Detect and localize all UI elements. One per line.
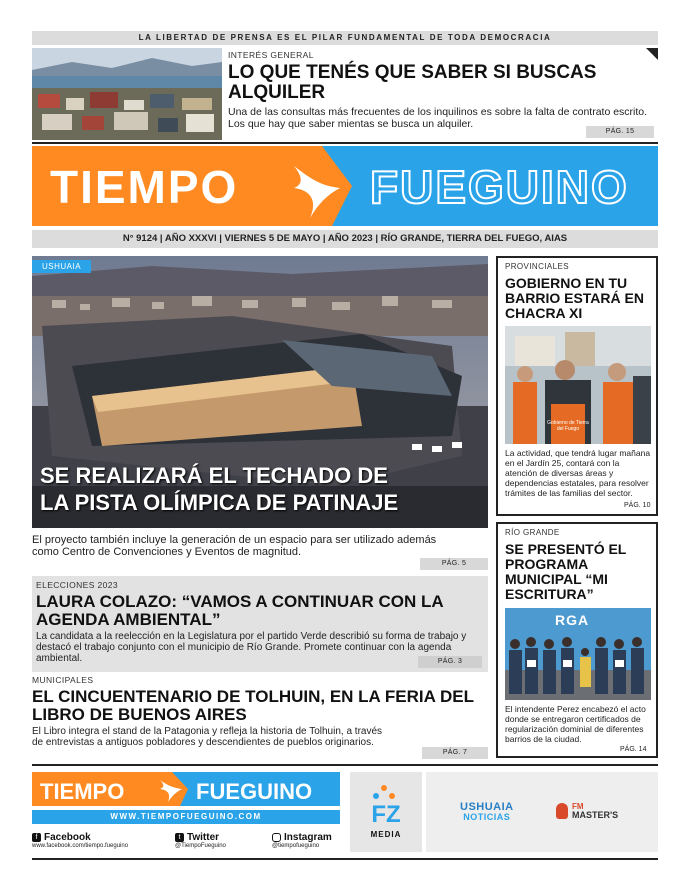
side1-body: La actividad, que tendrá lugar mañana en el Jardín 25, contará con la atención de diversas áreas y dependencias estatales, para resolver trámites de las familias del sector. xyxy=(505,448,651,498)
side1-headline[interactable]: GOBIERNO EN TU BARRIO ESTARÁ EN CHACRA XI xyxy=(505,275,644,321)
main-story-page-ref[interactable]: PÁG. 5 xyxy=(420,558,488,570)
story-colazo[interactable] xyxy=(32,576,488,672)
footer-rule-bottom xyxy=(32,858,658,860)
side1-kicker: PROVINCIALES xyxy=(505,262,569,271)
story2-kicker: ELECCIONES 2023 xyxy=(36,580,119,590)
facebook-link[interactable] xyxy=(32,832,172,849)
footer-logo-left: TIEMPO xyxy=(40,779,125,804)
teaser-kicker: INTERÉS GENERAL xyxy=(228,50,314,60)
footer-logo-right: FUEGUINO xyxy=(196,779,313,804)
twitter-link[interactable] xyxy=(175,832,265,849)
footer-logo-art xyxy=(32,772,340,806)
side2-banner-text: RGA xyxy=(555,612,590,628)
twitter-icon: t xyxy=(175,833,184,842)
teaser-photo xyxy=(32,48,222,140)
footer-logo[interactable] xyxy=(32,772,340,806)
masthead-logo xyxy=(32,146,658,226)
teaser-headline[interactable]: LO QUE TENÉS QUE SABER SI BUSCAS ALQUILER xyxy=(228,62,597,103)
fm-line1: FM xyxy=(572,802,584,811)
instagram-link[interactable] xyxy=(272,832,352,849)
city-photo-illustration xyxy=(32,48,222,140)
story2-page-ref[interactable]: PÁG. 3 xyxy=(418,656,482,668)
side2-photo xyxy=(505,608,651,700)
side-story-chacra[interactable] xyxy=(496,256,658,516)
facebook-icon: f xyxy=(32,833,41,842)
teaser-page-ref[interactable]: PÁG. 15 xyxy=(586,126,654,138)
story3-body: El Libro integra el stand de la Patagonia y refleja la historia de Tolhuin, a través de entrevistas a antiguos pobladores y descendientes de pueblos originarios. xyxy=(32,726,383,748)
teaser-section[interactable] xyxy=(32,48,658,144)
side-story-escritura[interactable] xyxy=(496,522,658,758)
story-tolhuin[interactable] xyxy=(32,675,488,763)
side2-page-ref[interactable]: PÁG. 14 xyxy=(620,746,647,753)
twitter-handle: @TiempoFueguino xyxy=(175,843,226,849)
teaser-body: Una de las consultas más frecuentes de los inquilinos es sobre la falta de contrato escrito. Los que hay que saber mientas se busca un alquiler. xyxy=(228,106,648,130)
instagram-handle: @tiempofueguino xyxy=(272,843,320,849)
ushuaia-noticias-logo[interactable] xyxy=(460,802,514,822)
main-story-photo[interactable] xyxy=(32,256,488,528)
fz-sub: MEDIA xyxy=(370,830,402,839)
side2-kicker: RÍO GRANDE xyxy=(505,528,560,537)
side2-headline[interactable]: SE PRESENTÓ EL PROGRAMA MUNICIPAL “MI ESCRITURA” xyxy=(505,541,627,602)
footer-rule-top xyxy=(32,764,658,766)
masthead-right-word: FUEGUINO xyxy=(370,161,629,213)
fm-line2: MASTER'S xyxy=(572,810,619,820)
fz-letters: FZ xyxy=(371,801,401,828)
footer-website[interactable]: WWW.TIEMPOFUEGUINO.COM xyxy=(32,810,340,824)
masthead[interactable] xyxy=(32,146,658,226)
side2-body: El intendente Perez encabezó el acto donde se entregaron certificados de regularización dominial de diferentes barrios de la ciudad. xyxy=(505,704,646,744)
main-story-body: El proyecto también incluye la generación de un espacio para ser utilizado además como Centro de Convenciones y Eventos de magnitud. xyxy=(32,534,437,558)
issue-line: N° 9124 | AÑO XXXVI | VIERNES 5 DE MAYO | AÑO 2023 | RÍO GRANDE, TIERRA DEL FUEGO, AIAS xyxy=(32,230,658,248)
instagram-icon xyxy=(272,833,281,842)
story2-body: La candidata a la reelección en la Legislatura por el partido Verde describió su forma de trabajo y destacó el trabajo conjunto con el municipio de Río Grande. Promete continuar con la agenda ambiental. xyxy=(36,631,467,664)
fz-media-logo[interactable] xyxy=(350,772,422,852)
story3-kicker: MUNICIPALES xyxy=(32,675,94,685)
twitter-label: Twitter xyxy=(187,832,220,843)
motto-bar: LA LIBERTAD DE PRENSA ES EL PILAR FUNDAMENTAL DE TODA DEMOCRACIA xyxy=(32,31,658,45)
fm-masters-logo[interactable] xyxy=(556,802,618,820)
story3-headline[interactable]: EL CINCUENTENARIO DE TOLHUIN, EN LA FERIA DEL LIBRO DE BUENOS AIRES xyxy=(32,687,474,724)
facebook-label: Facebook xyxy=(44,832,91,843)
microphone-icon xyxy=(556,803,568,819)
main-headline-line1: SE REALIZARÁ EL TECHADO DE xyxy=(40,463,388,488)
side1-photo xyxy=(505,326,651,444)
side1-vest-text: Gobierno de Tierra del Fuego xyxy=(547,420,589,432)
instagram-label: Instagram xyxy=(284,832,332,843)
partner-logos xyxy=(426,772,658,852)
ushuaia-line1: USHUAIA xyxy=(460,801,514,813)
ushuaia-line2: NOTICIAS xyxy=(463,812,511,822)
masthead-left-word: TIEMPO xyxy=(50,161,239,213)
story3-page-ref[interactable]: PÁG. 7 xyxy=(422,747,488,759)
main-story-headline[interactable] xyxy=(40,462,488,516)
main-headline-line2: LA PISTA OLÍMPICA DE PATINAJE xyxy=(40,490,399,515)
side1-page-ref[interactable]: PÁG. 10 xyxy=(624,502,651,509)
fz-dots-icon xyxy=(370,782,400,802)
main-story-tag[interactable]: USHUAIA xyxy=(32,260,91,273)
story2-headline[interactable]: LAURA COLAZO: “VAMOS A CONTINUAR CON LA AGENDA AMBIENTAL” xyxy=(36,592,444,629)
corner-mark xyxy=(646,48,658,60)
facebook-handle: www.facebook.com/tiempo.fueguino xyxy=(32,843,129,849)
